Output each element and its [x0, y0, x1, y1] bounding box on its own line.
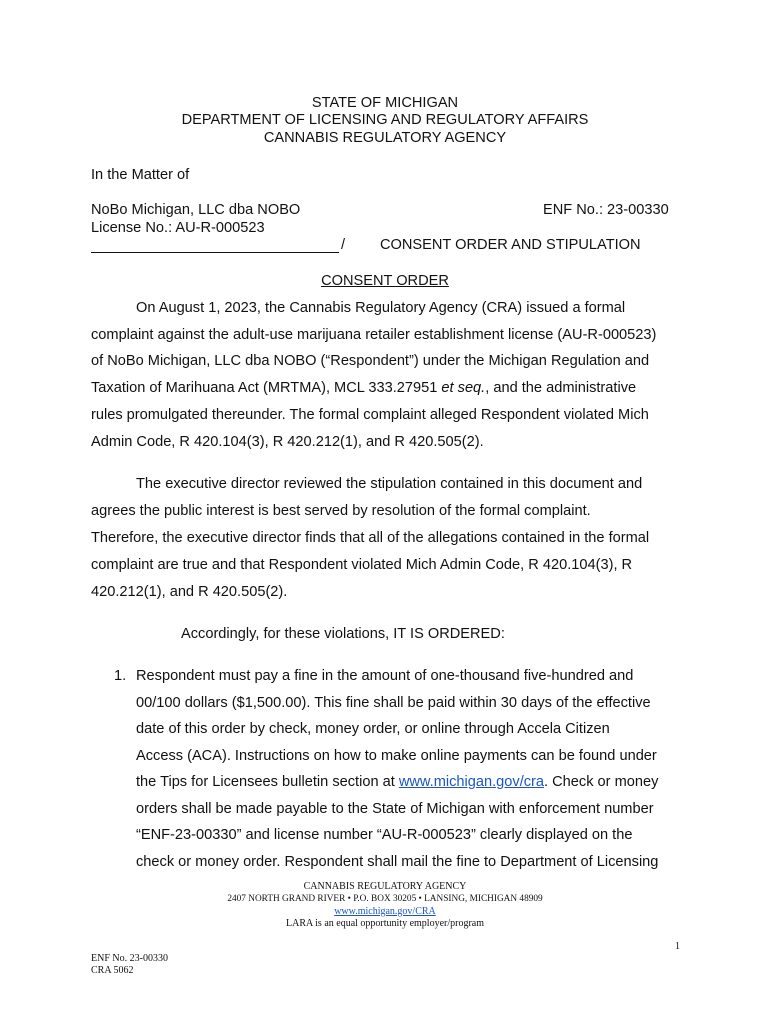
item-1-line: Access (ACA). Instructions on how to make online payments can be found under: [136, 748, 657, 764]
paragraph-1-line: Admin Code, R 420.104(3), R 420.212(1), and R 420.505(2).: [91, 434, 484, 450]
page-number: 1: [675, 941, 680, 952]
it-is-ordered: Accordingly, for these violations, IT IS ORDERED:: [181, 626, 505, 642]
item-1-number: 1.: [114, 668, 127, 684]
item-1-line: date of this order by check, money order, or online through Accela Citizen: [136, 721, 610, 737]
item-1-line: orders shall be made payable to the State of Michigan with enforcement number: [136, 801, 654, 817]
paragraph-2-line: The executive director reviewed the stipulation contained in this document and: [136, 476, 643, 492]
enf-number: ENF No.: 23-00330: [543, 202, 669, 218]
document-type: CONSENT ORDER AND STIPULATION: [380, 237, 641, 253]
item-1-line: check or money order. Respondent shall mail the fine to Department of Licensing: [136, 854, 659, 870]
item-1-line: 00/100 dollars ($1,500.00). This fine shall be paid within 30 days of the effective: [136, 695, 651, 711]
item-1-line: Respondent must pay a fine in the amount of one-thousand five-hundred and: [136, 668, 634, 684]
license-number: License No.: AU-R-000523: [91, 220, 265, 236]
paragraph-1-line: complaint against the adult-use marijuana retailer establishment license (AU-R-000523): [91, 327, 657, 343]
footer-address: 2407 NORTH GRAND RIVER • P.O. BOX 30205 • LANSING, MICHIGAN 48909: [227, 894, 543, 904]
header-department: DEPARTMENT OF LICENSING AND REGULATORY AFFAIRS: [181, 112, 589, 128]
paragraph-1-line: On August 1, 2023, the Cannabis Regulatory Agency (CRA) issued a formal: [136, 300, 626, 316]
item-1-line: the Tips for Licensees bulletin section at www.michigan.gov/cra. Check or money: [136, 774, 659, 790]
paragraph-1-line: of NoBo Michigan, LLC dba NOBO (“Respondent”) under the Michigan Regulation and: [91, 353, 650, 369]
paragraph-1-line: Taxation of Marihuana Act (MRTMA), MCL 333.27951 et seq., and the administrative: [91, 380, 637, 396]
footer-website-link[interactable]: www.michigan.gov/CRA: [334, 906, 436, 917]
paragraph-1-line: rules promulgated thereunder. The formal complaint alleged Respondent violated Mich: [91, 407, 649, 423]
header-state: STATE OF MICHIGAN: [311, 95, 459, 111]
paragraph-2-line: 420.212(1), and R 420.505(2).: [91, 584, 288, 600]
caption-rule: [91, 252, 339, 253]
footer-enf-number: ENF No. 23-00330: [91, 953, 168, 964]
paragraph-2-line: complaint are true and that Respondent violated Mich Admin Code, R 420.104(3), R: [91, 557, 633, 573]
header-agency: CANNABIS REGULATORY AGENCY: [263, 130, 507, 146]
respondent-name: NoBo Michigan, LLC dba NOBO: [91, 202, 301, 218]
item-1-line: “ENF-23-00330” and license number “AU-R-000523” clearly displayed on the: [136, 827, 633, 843]
et-seq-italic: et seq.: [441, 380, 486, 396]
footer-form-number: CRA 5062: [91, 965, 134, 976]
cra-website-link[interactable]: www.michigan.gov/cra: [398, 774, 545, 790]
footer-eoe: LARA is an equal opportunity employer/program: [285, 918, 485, 929]
caption-slash: /: [341, 237, 346, 253]
in-the-matter-of: In the Matter of: [91, 167, 190, 183]
paragraph-2-line: agrees the public interest is best served by resolution of the formal complaint.: [91, 503, 591, 519]
paragraph-2-line: Therefore, the executive director finds that all of the allegations contained in the formal: [91, 530, 650, 546]
footer-agency: CANNABIS REGULATORY AGENCY: [303, 881, 467, 892]
consent-order-heading: CONSENT ORDER: [321, 273, 449, 289]
